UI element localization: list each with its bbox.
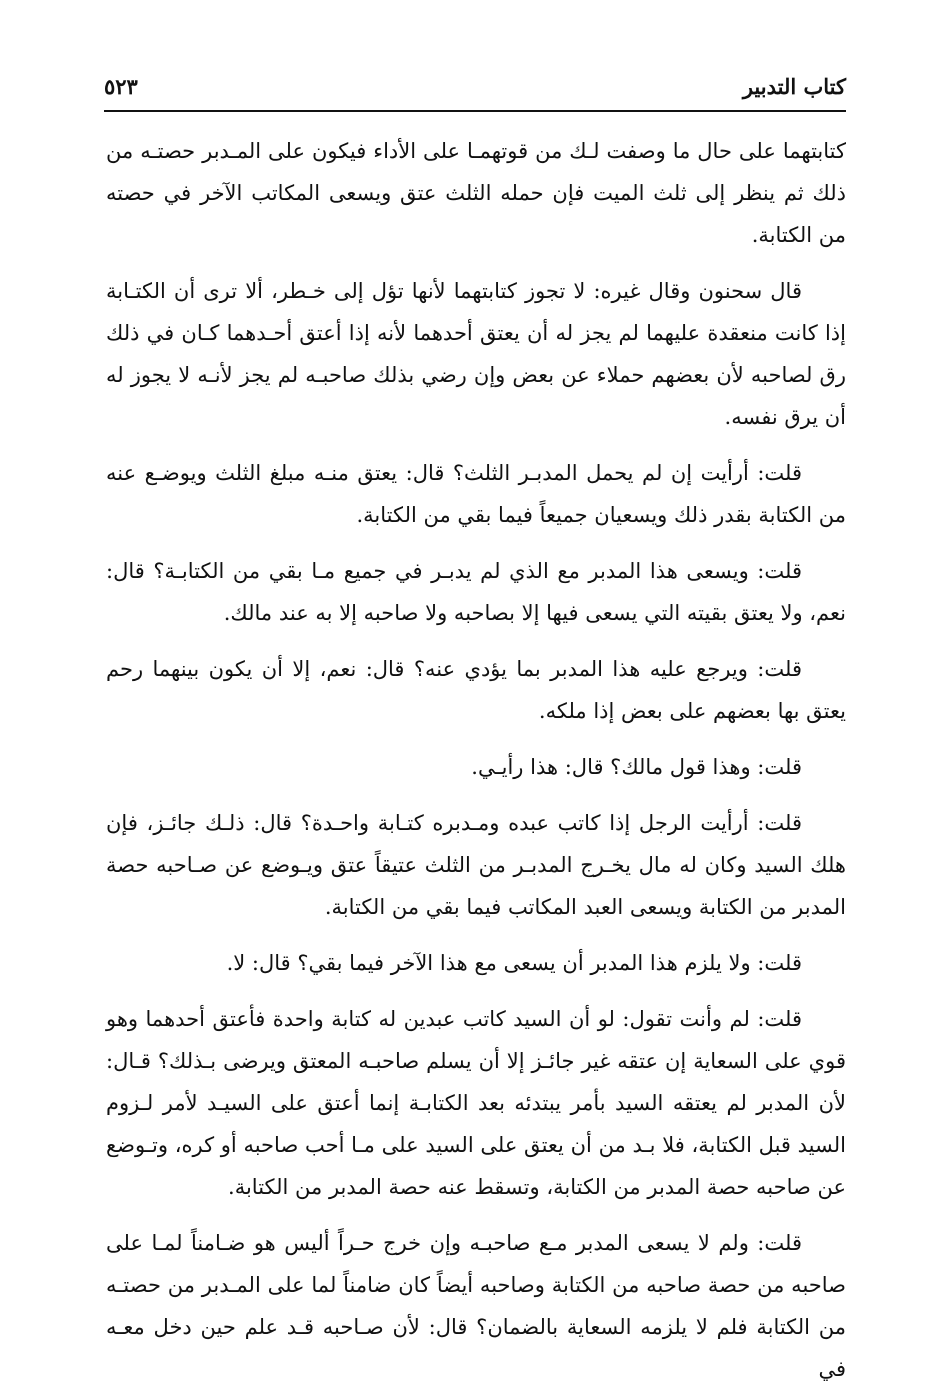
paragraph: قلت: وهذا قول مالك؟ قال: هذا رأيـي. [471,755,802,779]
page-number: ٥٢٣ [104,74,138,99]
paragraph: قال سحنون وقال غيره: لا تجوز كتابتهما لأنها تؤل إلى خـطر، ألا ترى أن الكتـابة إذا كانت منعقدة عليهما لم يجز له أن يعتق أحدهما لأنه إذا أعتق أحـدهما كـان في ذلك رق لصاحبه لأن بعضهم حملاء عن بعض وإن رضي بذلك صاحبـه لم يجز لأنـه لا يجوز له أن يرق نفسه. [106,279,846,429]
paragraph: قلت: ولا يلزم هذا المدبر أن يسعى مع هذا الآخر فيما بقي؟ قال: لا. [226,951,802,975]
paragraph: كتابتهما على حال ما وصفت لـك من قوتهمـا على الأداء فيكون على المـدبر حصتـه من ذلك ثم ينظر إلى ثلث الميت فإن حمله الثلث عتق ويسعى المكاتب الآخر في حصته من الكتابة. [106,139,846,247]
page-header [104,72,846,108]
paragraph: قلت: أرأيت الرجل إذا كاتب عبده ومـدبره كتـابة واحـدة؟ قال: ذلـك جائـز، فإن هلك السيد وكان له مال يخـرج المدبـر من الثلث عتيقاً عتق ويـوضع عن صـاحبه حصة المدبر من الكتابة ويسعى العبد المكاتب فيما بقي من الكتابة. [106,811,846,919]
paragraph: قلت: أرأيت إن لم يحمل المدبـر الثلث؟ قال: يعتق منـه مبلغ الثلث ويوضـع عنه من الكتابة بقدر ذلك ويسعيان جميعاً فيما بقي من الكتابة. [106,461,846,527]
paragraph: قلت: ويرجع عليه هذا المدبر بما يؤدي عنه؟ قال: نعم، إلا أن يكون بينهما رحم يعتق بها بعضهم على بعض إذا ملكه. [106,657,846,723]
paragraph: قلت: ولم لا يسعى المدبر مـع صاحبـه وإن خرج حـراً أليس هو ضـامناً لمـا على صاحبه من حصة صاحبه من الكتابة وصاحبه أيضاً كان ضامناً لما على المـدبر من حصتـه من الكتابة فلم لا يلزمه السعاية بالضمان؟ قال: لأن صـاحبه قـد علم حين دخل معـه في [106,1231,846,1381]
paragraph: قلت: ويسعى هذا المدبر مع الذي لم يدبـر في جميع مـا بقي من الكتابـة؟ قال: نعم، ولا يعتق بقيته التي يسعى فيها إلا بصاحبه ولا صاحبه إلا به عند مالك. [106,559,846,625]
header-divider [104,110,846,112]
body-text [106,130,846,1390]
paragraph: قلت: لم وأنت تقول: لو أن السيد كاتب عبدين له كتابة واحدة فأعتق أحدهما وهو قوي على السعاية إن عتقه غير جائـز إلا أن يسلم صاحبـه المعتق ويرضى بـذلك؟ قـال: لأن المدبر لم يعتقه السيد بأمر يبتدئه بعد الكتابـة إنما أعتق على السيـد لأمر لـزوم السيد قبل الكتابة، فلا بـد من أن يعتق على السيد على مـا أحب صاحبه أو كره، وتـوضع عن صاحبه حصة المدبر من الكتابة، وتسقط عنه حصة المدبر من الكتابة. [106,1007,846,1199]
chapter-title: كتاب التدبير [742,74,846,99]
